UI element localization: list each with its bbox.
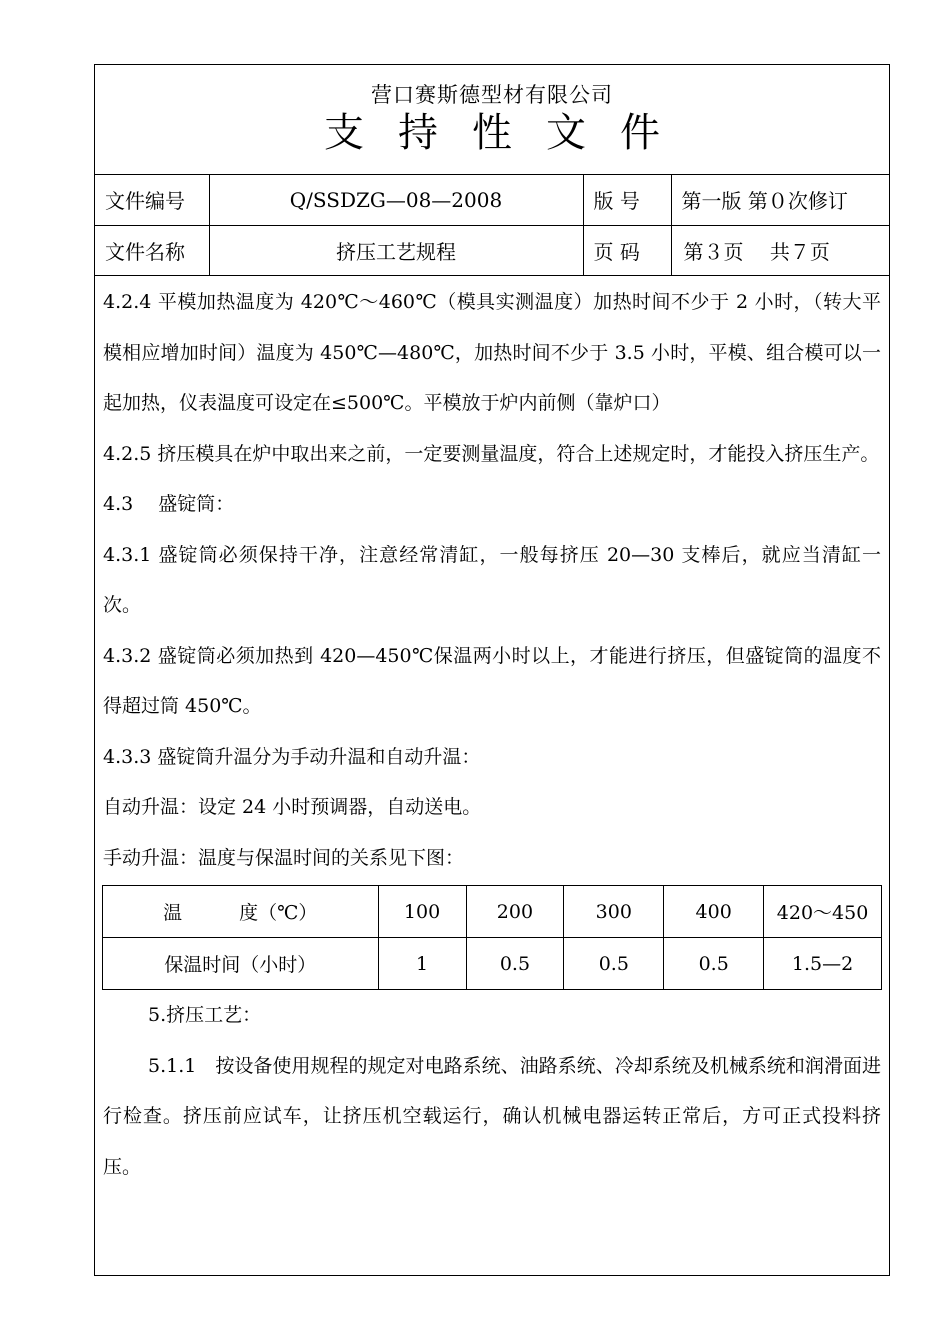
document-meta-table <box>95 175 889 276</box>
temperature-label: 温 度（℃） <box>103 886 379 938</box>
paragraph-4-3-2: 4.3.2 盛锭筒必须加热到 420—450℃保温两小时以上，才能进行挤压，但盛锭筒的温度不得超过筒 450℃。 <box>103 644 881 717</box>
table-row <box>103 886 882 938</box>
paragraph-4-3-3: 4.3.3 盛锭筒升温分为手动升温和自动升温： <box>103 745 481 768</box>
document-header <box>95 65 889 175</box>
doc-name-value: 挤压工艺规程 <box>209 225 583 275</box>
paragraph-4-2-5: 4.2.5 挤压模具在炉中取出来之前，一定要测量温度，符合上述规定时，才能投入挤压生产。 <box>103 442 880 465</box>
table-cell: 420～450 <box>764 886 882 938</box>
doc-no-value: Q/SSDZG—08—2008 <box>209 175 583 225</box>
paragraph-4-3-1: 4.3.1 盛锭筒必须保持干净，注意经常清缸，一般每挤压 20—30 支棒后，就应当清缸一次。 <box>103 543 881 616</box>
table-cell: 0.5 <box>564 938 664 990</box>
holding-time-label: 保温时间（小时） <box>103 938 379 990</box>
table-row <box>103 938 882 990</box>
paragraph-auto-heating: 自动升温：设定 24 小时预调器，自动送电。 <box>103 796 482 818</box>
doc-no-label: 文件编号 <box>95 175 209 225</box>
paragraph-5-1-1: 5.1.1 按设备使用规程的规定对电路系统、油路系统、冷却系统及机械系统和润滑面进行检查。挤压前应试车，让挤压机空载运行，确认机械电器运转正常后，方可正式投料挤压。 <box>103 1054 881 1178</box>
version-label: 版 号 <box>583 175 671 225</box>
table-cell: 100 <box>378 886 466 938</box>
table-cell: 200 <box>466 886 564 938</box>
table-cell: 300 <box>564 886 664 938</box>
company-name: 营口赛斯德型材有限公司 <box>371 83 613 107</box>
page-label: 页 码 <box>583 225 671 275</box>
document-frame <box>94 64 890 1276</box>
version-value: 第一版 第０次修订 <box>671 175 889 225</box>
table-cell: 400 <box>664 886 764 938</box>
document-body <box>95 277 889 1192</box>
table-cell: 0.5 <box>466 938 564 990</box>
page-value: 第３页 共７页 <box>671 225 889 275</box>
table-cell: 1 <box>378 938 466 990</box>
table-cell: 0.5 <box>664 938 764 990</box>
table-cell: 1.5—2 <box>764 938 882 990</box>
paragraph-manual-heating: 手动升温：温度与保温时间的关系见下图： <box>103 846 465 869</box>
section-5-heading: 5.挤压工艺： <box>148 1004 262 1026</box>
doc-name-label: 文件名称 <box>95 225 209 275</box>
document-title: 支持性文件 <box>324 110 694 156</box>
paragraph-4-3: 4.3 盛锭筒： <box>103 493 235 515</box>
temperature-table <box>102 885 882 990</box>
paragraph-4-2-4: 4.2.4 平模加热温度为 420℃～460℃（模具实测温度）加热时间不少于 2 小时，（转大平模相应增加时间）温度为 450℃—480℃，加热时间不少于 3.5 小时，平模、组合模可以一起加热，仪表温度可设定在≤500℃。平模放于炉内前侧（靠炉口） <box>103 291 881 414</box>
